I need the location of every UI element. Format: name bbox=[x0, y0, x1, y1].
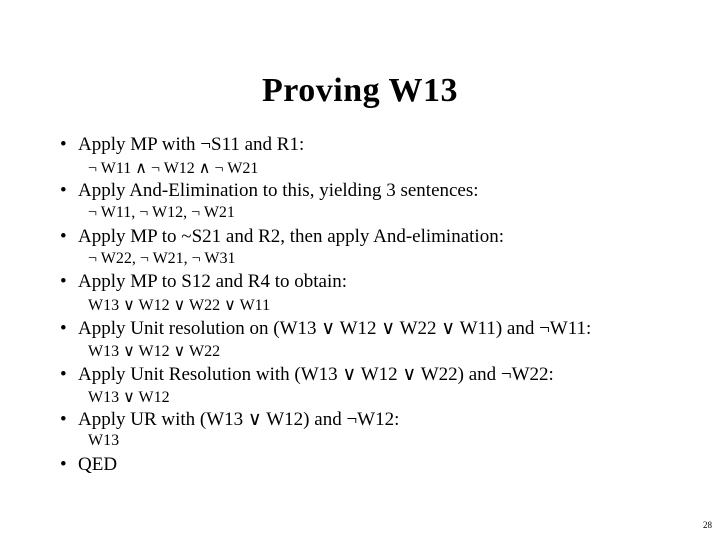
bullet-dot: • bbox=[60, 134, 67, 155]
bullet-dot: • bbox=[60, 271, 67, 292]
derived-sentence: W13 ∨ W12 bbox=[88, 389, 170, 406]
bullet-text: Apply Unit Resolution with (W13 ∨ W12 ∨ W22) and ¬W22: bbox=[78, 364, 554, 385]
slide-title: Proving W13 bbox=[262, 72, 458, 109]
bullet-text: Apply MP to S12 and R4 to obtain: bbox=[78, 271, 348, 292]
derived-sentence: ¬ W22, ¬ W21, ¬ W31 bbox=[88, 250, 236, 267]
bullet-item bbox=[60, 363, 554, 386]
bullet-text: Apply UR with (W13 ∨ W12) and ¬W12: bbox=[78, 409, 400, 430]
bullet-item bbox=[60, 180, 479, 202]
bullet-dot: • bbox=[60, 226, 67, 247]
derived-sentence: ¬ W11, ¬ W12, ¬ W21 bbox=[88, 204, 235, 221]
bullet-text: Apply MP with ¬S11 and R1: bbox=[78, 134, 305, 155]
bullet-text: Apply MP to ~S21 and R2, then apply And-elimination: bbox=[78, 226, 504, 247]
bullet-item bbox=[60, 317, 591, 340]
bullet-item bbox=[60, 271, 347, 293]
page-number: 28 bbox=[703, 520, 712, 530]
bullet-dot: • bbox=[60, 364, 67, 385]
derived-sentence: ¬ W11 ∧ ¬ W12 ∧ ¬ W21 bbox=[88, 160, 259, 177]
bullet-item bbox=[60, 134, 304, 156]
bullet-dot: • bbox=[60, 318, 67, 339]
bullet-item bbox=[60, 408, 399, 431]
derived-sentence: W13 ∨ W12 ∨ W22 ∨ W11 bbox=[88, 297, 271, 314]
bullet-dot: • bbox=[60, 180, 67, 201]
bullet-dot: • bbox=[60, 409, 67, 430]
bullet-dot: • bbox=[60, 454, 67, 475]
derived-sentence: W13 bbox=[88, 432, 120, 449]
bullet-item bbox=[60, 454, 117, 476]
bullet-text: QED bbox=[78, 454, 118, 475]
bullet-item bbox=[60, 226, 504, 248]
bullet-text: Apply And-Elimination to this, yielding 3 sentences: bbox=[78, 180, 479, 201]
bullet-text: Apply Unit resolution on (W13 ∨ W12 ∨ W22 ∨ W11) and ¬W11: bbox=[78, 318, 592, 339]
derived-sentence: W13 ∨ W12 ∨ W22 bbox=[88, 343, 221, 360]
